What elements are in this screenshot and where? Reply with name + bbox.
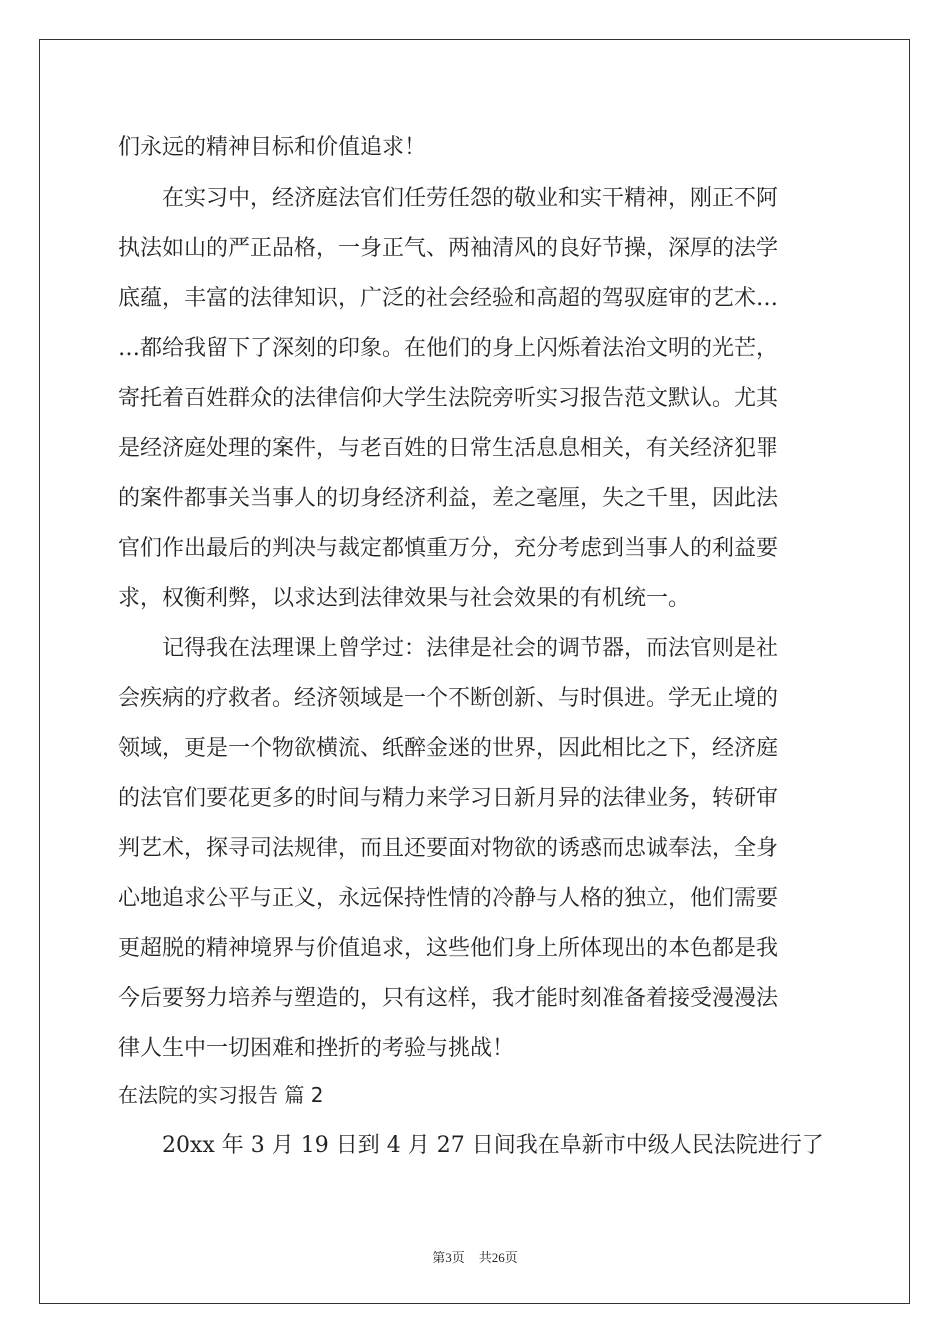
- text-line: 更超脱的精神境界与价值追求，这些他们身上所体现出的本色都是我: [118, 936, 779, 961]
- page-footer: [0, 1247, 950, 1266]
- section-heading: 在法院的实习报告 篇 2: [118, 1083, 324, 1107]
- text-line: 的案件都事关当事人的切身经济利益，差之毫厘，失之千里，因此法: [118, 486, 779, 511]
- text-line: 官们作出最后的判决与裁定都慎重万分，充分考虑到当事人的利益要: [118, 536, 779, 561]
- text-line: 求，权衡利弊，以求达到法律效果与社会效果的有机统一。: [118, 586, 691, 611]
- text-line: 心地追求公平与正义，永远保持性情的冷静与人格的独立，他们需要: [118, 886, 779, 911]
- page-number: 第3页: [432, 1250, 465, 1265]
- text-line: 们永远的精神目标和价值追求！: [118, 135, 427, 160]
- text-line: 会疾病的疗救者。经济领域是一个不断创新、与时俱进。学无止境的: [118, 686, 779, 711]
- text-line: 执法如山的严正品格，一身正气、两袖清风的良好节操，深厚的法学: [118, 236, 779, 261]
- text-line: 律人生中一切困难和挫折的考验与挑战！: [118, 1036, 515, 1061]
- text-line: 在实习中，经济庭法官们任劳任怨的敬业和实干精神，刚正不阿: [118, 186, 779, 211]
- text-line: 是经济庭处理的案件，与老百姓的日常生活息息相关，有关经济犯罪: [118, 436, 779, 461]
- page-border: [39, 39, 910, 1304]
- text-line: 今后要努力培养与塑造的，只有这样，我才能时刻准备着接受漫漫法: [118, 986, 779, 1011]
- text-line: 寄托着百姓群众的法律信仰大学生法院旁听实习报告范文默认。尤其: [118, 386, 779, 411]
- text-line: 的法官们要花更多的时间与精力来学习日新月异的法律业务，转研审: [118, 786, 779, 811]
- text-line: 记得我在法理课上曾学过：法律是社会的调节器，而法官则是社: [118, 636, 779, 661]
- text-line: …都给我留下了深刻的印象。在他们的身上闪烁着法治文明的光芒，: [118, 336, 779, 361]
- page-total: 共26页: [478, 1250, 518, 1265]
- text-line: 领域，更是一个物欲横流、纸醉金迷的世界，因此相比之下，经济庭: [118, 736, 779, 761]
- text-line: 底蕴，丰富的法律知识，广泛的社会经验和高超的驾驭庭审的艺术…: [118, 286, 779, 311]
- text-line: 20xx 年 3 月 19 日到 4 月 27 日间我在阜新市中级人民法院进行了: [118, 1133, 824, 1158]
- text-line: 判艺术，探寻司法规律，而且还要面对物欲的诱惑而忠诚奉法，全身: [118, 836, 779, 861]
